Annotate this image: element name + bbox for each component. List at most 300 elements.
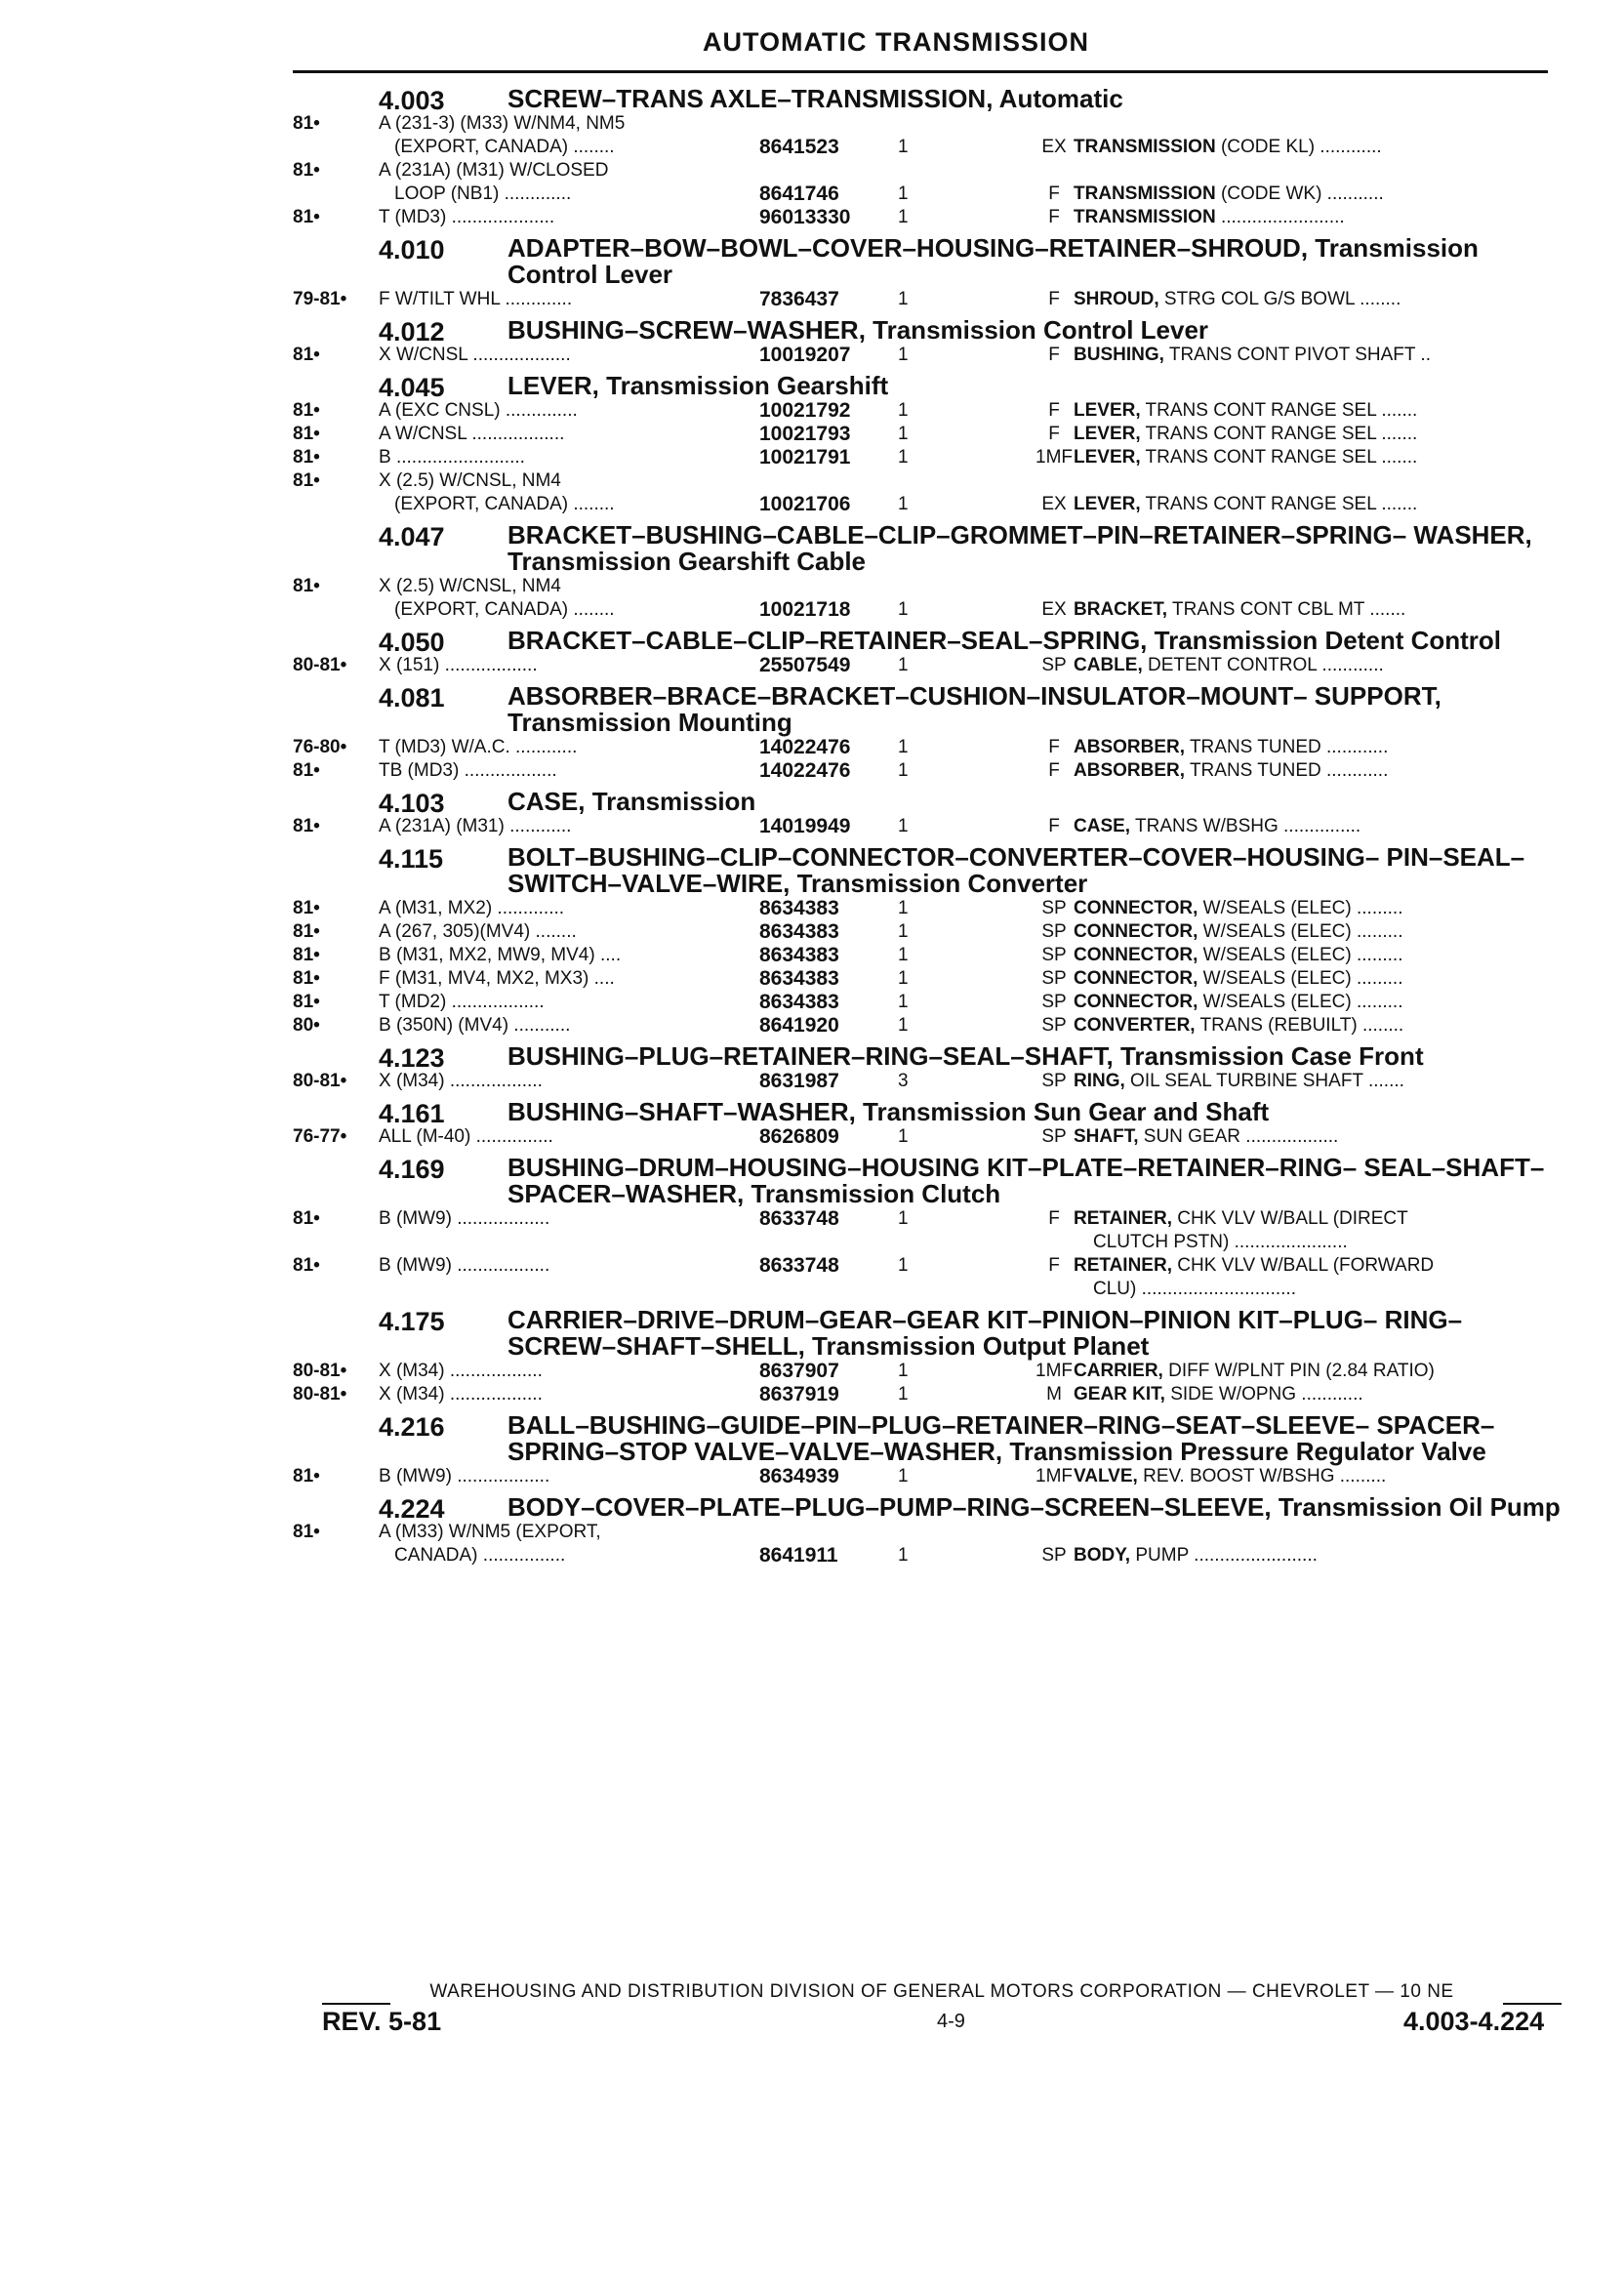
quantity: 1 [898, 1255, 909, 1276]
part-modifier: W/SEALS (ELEC) ......... [1198, 921, 1403, 942]
section-number: 4.115 [379, 844, 444, 874]
application-desc: F (M31, MV4, MX2, MX3) .... [379, 968, 615, 989]
model-years: 80-81• [293, 655, 347, 675]
part-noun: SHROUD, [1074, 289, 1159, 309]
application-desc: X (M34) .................. [379, 1384, 543, 1405]
part-number: 10019207 [759, 344, 851, 366]
part-modifier: ........................ [1215, 207, 1345, 227]
quantity: 1 [898, 345, 909, 365]
part-noun: CARRIER, [1074, 1361, 1163, 1381]
part-modifier: CHK VLV W/BALL (FORWARD [1171, 1255, 1435, 1276]
part-number: 8634383 [759, 897, 839, 919]
section-title [508, 787, 1562, 815]
model-years: 81• [293, 921, 320, 942]
section-number: 4.161 [379, 1099, 445, 1128]
part-noun: LEVER, [1074, 424, 1141, 444]
part-number: 8634383 [759, 991, 839, 1013]
model-years: 80-81• [293, 1384, 347, 1405]
model-years: 81• [293, 1522, 320, 1542]
page-number: 4-9 [937, 2011, 965, 2032]
section-heading [293, 1305, 1562, 1360]
part-row [293, 944, 1562, 967]
part-modifier: DETENT CONTROL ............ [1142, 655, 1384, 675]
quantity: 1 [898, 737, 909, 757]
part-row [293, 1465, 1562, 1488]
quantity: 1 [898, 447, 909, 468]
part-modifier-cont: CLU) .............................. [1093, 1279, 1296, 1299]
part-number: 8637907 [759, 1360, 839, 1382]
part-name [1074, 897, 1581, 920]
part-modifier: CHK VLV W/BALL (DIRECT [1171, 1208, 1408, 1229]
part-row [293, 1125, 1562, 1149]
part-modifier: SIDE W/OPNG ............ [1164, 1384, 1363, 1405]
part-name [1074, 991, 1581, 1014]
quantity: 1 [898, 1545, 909, 1566]
section-subject: Automatic [993, 84, 1123, 113]
section-components: BRACKET–BUSHING–CABLE–CLIP–GROMMET–PIN–RETAINER–SPRING– WASHER, [508, 520, 1532, 550]
part-number: 8631987 [759, 1070, 839, 1092]
part-noun: RETAINER, [1074, 1208, 1172, 1229]
part-modifier: TRANS CONT RANGE SEL ....... [1140, 424, 1418, 444]
part-modifier: W/SEALS (ELEC) ......... [1198, 898, 1403, 918]
section-components: ABSORBER–BRACE–BRACKET–CUSHION–INSULATOR–MOUNT– SUPPORT, [508, 681, 1441, 711]
model-years: 79-81• [293, 289, 347, 309]
section-heading [293, 520, 1562, 575]
quantity: 1 [898, 183, 909, 204]
application-desc: X W/CNSL ................... [379, 345, 571, 365]
source-code: F [1048, 400, 1060, 421]
part-modifier: OIL SEAL TURBINE SHAFT ....... [1124, 1071, 1404, 1091]
application-desc: B (350N) (MV4) ........... [379, 1015, 571, 1036]
revision-label: REV. 5-81 [322, 2007, 442, 2036]
section-subject: Transmission Output Planet [804, 1331, 1150, 1361]
parts-catalog [293, 80, 1562, 1568]
source-code: SP [1041, 1071, 1067, 1091]
part-name [1074, 1465, 1581, 1488]
source-code: F [1048, 183, 1060, 204]
section-title [508, 1041, 1562, 1070]
source-code: SP [1041, 1545, 1067, 1566]
section-title [508, 1097, 1562, 1125]
application-desc: X (151) .................. [379, 655, 538, 675]
section-heading [293, 84, 1562, 115]
section-components: CASE, [508, 787, 586, 816]
part-name [1074, 1207, 1581, 1231]
part-number: 10021792 [759, 399, 851, 422]
application-desc: B (MW9) .................. [379, 1255, 550, 1276]
part-modifier: STRG COL G/S BOWL ........ [1158, 289, 1401, 309]
part-noun: ABSORBER, [1074, 760, 1186, 781]
part-noun: CABLE, [1074, 655, 1143, 675]
section-title [508, 371, 1562, 399]
section-subject: Transmission Mounting [508, 708, 792, 737]
part-name [1074, 654, 1581, 677]
model-years: 81• [293, 1208, 320, 1229]
part-name [1074, 1254, 1581, 1278]
quantity: 1 [898, 992, 909, 1012]
part-noun: BODY, [1074, 1545, 1131, 1566]
part-number: 8626809 [759, 1125, 839, 1148]
section-heading [293, 1492, 1562, 1524]
part-modifier: W/SEALS (ELEC) ......... [1198, 945, 1403, 965]
part-number: 10021706 [759, 493, 851, 515]
part-modifier: SUN GEAR .................. [1138, 1126, 1339, 1147]
application-desc: X (2.5) W/CNSL, NM4 [379, 576, 561, 596]
application-desc: A W/CNSL .................. [379, 424, 565, 444]
section-components: BUSHING–SCREW–WASHER, [508, 315, 866, 345]
source-code: SP [1041, 992, 1067, 1012]
section-number: 4.224 [379, 1494, 445, 1524]
part-noun: BUSHING, [1074, 345, 1164, 365]
source-code: F [1048, 345, 1060, 365]
part-modifier: DIFF W/PLNT PIN (2.84 RATIO) [1162, 1361, 1435, 1381]
model-years: 81• [293, 207, 320, 227]
part-modifier: TRANS TUNED ............ [1185, 737, 1389, 757]
source-code: EX [1041, 599, 1067, 620]
section-number: 4.012 [379, 317, 445, 346]
part-modifier: TRANS CONT RANGE SEL ....... [1140, 447, 1418, 468]
part-number: 10021793 [759, 423, 851, 445]
part-modifier: TRANS CONT PIVOT SHAFT .. [1163, 345, 1431, 365]
footer-rule-right [1503, 2003, 1562, 2005]
source-code: SP [1041, 898, 1067, 918]
part-noun: CONNECTOR, [1074, 945, 1198, 965]
part-name [1074, 399, 1581, 423]
quantity: 1 [898, 898, 909, 918]
part-row [293, 920, 1562, 944]
section-subject: Transmission Case Front [1113, 1041, 1424, 1071]
section-components: SCREW–TRANS AXLE–TRANSMISSION, [508, 84, 994, 113]
footer-rule-left [322, 2003, 390, 2005]
part-name [1074, 288, 1581, 311]
part-row [293, 815, 1562, 838]
application-desc: X (M34) .................. [379, 1361, 543, 1381]
quantity: 1 [898, 655, 909, 675]
model-years: 81• [293, 470, 320, 491]
application-desc: A (231-3) (M33) W/NM4, NM5 [379, 113, 626, 134]
part-row [293, 654, 1562, 677]
model-years: 81• [293, 898, 320, 918]
part-modifier: W/SEALS (ELEC) ......... [1198, 968, 1403, 989]
part-modifier: TRANS CONT CBL MT ....... [1167, 599, 1406, 620]
model-years: 80• [293, 1015, 320, 1036]
part-number: 8633748 [759, 1254, 839, 1277]
part-row [293, 1014, 1562, 1038]
source-code: F [1048, 760, 1060, 781]
section-subject: Transmission Pressure Regulator Valve [1002, 1437, 1486, 1466]
part-number: 8641911 [759, 1544, 838, 1567]
source-code: 1MF [1035, 447, 1073, 468]
part-noun: CONNECTOR, [1074, 898, 1198, 918]
model-years: 81• [293, 1466, 320, 1486]
model-years: 81• [293, 424, 320, 444]
part-modifier: TRANS TUNED ............ [1185, 760, 1389, 781]
part-row [293, 1254, 1562, 1301]
part-row [293, 1521, 1562, 1568]
part-modifier: TRANS CONT RANGE SEL ....... [1140, 494, 1418, 514]
part-name [1074, 493, 1581, 516]
section-title [508, 1153, 1562, 1207]
model-years: 81• [293, 447, 320, 468]
part-name [1074, 136, 1581, 159]
part-number: 8634939 [759, 1465, 839, 1487]
part-name [1074, 759, 1581, 783]
source-code: EX [1041, 494, 1067, 514]
part-name [1074, 344, 1581, 367]
part-noun: VALVE, [1074, 1466, 1138, 1486]
quantity: 1 [898, 816, 909, 836]
part-name [1074, 967, 1581, 991]
application-desc: F W/TILT WHL ............. [379, 289, 573, 309]
quantity: 1 [898, 921, 909, 942]
application-desc-cont: (EXPORT, CANADA) ........ [394, 137, 615, 157]
part-noun: ABSORBER, [1074, 737, 1186, 757]
section-components: BUSHING–DRUM–HOUSING–HOUSING KIT–PLATE–RETAINER–RING– SEAL–SHAFT–SPACER–WASHER, [508, 1153, 1545, 1208]
model-years: 81• [293, 160, 320, 181]
source-code: SP [1041, 921, 1067, 942]
application-desc: B (MW9) .................. [379, 1208, 550, 1229]
section-title [508, 842, 1562, 897]
application-desc: B ......................... [379, 447, 525, 468]
part-number: 14022476 [759, 759, 851, 782]
part-name [1074, 1014, 1581, 1038]
model-years: 81• [293, 760, 320, 781]
source-code: M [1046, 1384, 1062, 1405]
model-years: 81• [293, 576, 320, 596]
part-row [293, 112, 1562, 159]
part-row [293, 446, 1562, 469]
section-title [508, 315, 1562, 344]
part-row [293, 991, 1562, 1014]
application-desc: A (231A) (M31) ............ [379, 816, 572, 836]
quantity: 1 [898, 945, 909, 965]
part-row [293, 288, 1562, 311]
section-title [508, 1492, 1562, 1521]
application-desc-cont: (EXPORT, CANADA) ........ [394, 494, 615, 514]
section-subject: Transmission Gearshift [598, 371, 889, 400]
part-number: 8633748 [759, 1207, 839, 1230]
part-row [293, 423, 1562, 446]
part-noun: SHAFT, [1074, 1126, 1139, 1147]
source-code: F [1048, 1208, 1060, 1229]
part-name [1074, 920, 1581, 944]
section-heading [293, 1097, 1562, 1128]
section-heading [293, 315, 1562, 344]
application-desc: TB (MD3) .................. [379, 760, 557, 781]
part-number: 10021718 [759, 598, 851, 621]
model-years: 76-77• [293, 1126, 347, 1147]
part-row [293, 206, 1562, 229]
part-row [293, 1207, 1562, 1254]
section-heading [293, 681, 1562, 736]
application-desc-cont: (EXPORT, CANADA) ........ [394, 599, 615, 620]
model-years: 81• [293, 816, 320, 836]
part-modifier-cont: CLUTCH PSTN) ...................... [1093, 1232, 1348, 1252]
section-components: BALL–BUSHING–GUIDE–PIN–PLUG–RETAINER–RING–SEAT–SLEEVE– SPACER–SPRING–STOP VALVE–VALVE–WASHER, [508, 1410, 1495, 1466]
section-title [508, 84, 1562, 112]
section-components: BRACKET–CABLE–CLIP–RETAINER–SEAL–SPRING, [508, 626, 1148, 655]
section-number: 4.216 [379, 1412, 445, 1442]
part-name [1074, 1070, 1581, 1093]
part-noun: CONVERTER, [1074, 1015, 1196, 1036]
part-row [293, 897, 1562, 920]
section-title [508, 1410, 1562, 1465]
part-name [1074, 1544, 1581, 1568]
section-title [508, 1305, 1562, 1360]
quantity: 1 [898, 968, 909, 989]
application-desc: A (267, 305)(MV4) ........ [379, 921, 577, 942]
part-noun: CONNECTOR, [1074, 992, 1198, 1012]
part-row [293, 399, 1562, 423]
section-heading [293, 1153, 1562, 1207]
quantity: 3 [898, 1071, 909, 1091]
section-components: CARRIER–DRIVE–DRUM–GEAR–GEAR KIT–PINION–PINION KIT–PLUG– RING–SCREW–SHAFT–SHELL, [508, 1305, 1463, 1361]
application-desc: ALL (M-40) ............... [379, 1126, 553, 1147]
part-noun: CASE, [1074, 816, 1131, 836]
part-name [1074, 446, 1581, 469]
model-years: 81• [293, 945, 320, 965]
section-heading [293, 1410, 1562, 1465]
part-number: 7836437 [759, 288, 839, 310]
source-code: F [1048, 737, 1060, 757]
quantity: 1 [898, 207, 909, 227]
model-years: 81• [293, 1255, 320, 1276]
application-desc-cont: CANADA) ................ [394, 1545, 566, 1566]
part-name [1074, 183, 1581, 206]
part-row [293, 759, 1562, 783]
section-number: 4.010 [379, 235, 445, 265]
application-desc: B (M31, MX2, MW9, MV4) .... [379, 945, 622, 965]
source-code: F [1048, 816, 1060, 836]
part-name [1074, 736, 1581, 759]
part-row [293, 159, 1562, 206]
section-number: 4.050 [379, 628, 445, 657]
section-heading [293, 626, 1562, 657]
source-code: SP [1041, 968, 1067, 989]
section-number: 4.047 [379, 522, 445, 551]
application-desc: A (M31, MX2) ............. [379, 898, 565, 918]
part-noun: GEAR KIT, [1074, 1384, 1165, 1405]
part-name [1074, 1383, 1581, 1406]
part-modifier: TRANS CONT RANGE SEL ....... [1140, 400, 1418, 421]
page-header [293, 23, 1548, 73]
section-number: 4.175 [379, 1307, 445, 1336]
section-subject: Transmission [585, 787, 756, 816]
section-title [508, 233, 1562, 288]
quantity: 1 [898, 289, 909, 309]
model-years: 81• [293, 992, 320, 1012]
section-heading [293, 787, 1562, 818]
source-code: F [1048, 207, 1060, 227]
quantity: 1 [898, 1208, 909, 1229]
part-number: 96013330 [759, 206, 851, 228]
part-number: 8634383 [759, 944, 839, 966]
section-title [508, 626, 1562, 654]
section-number: 4.045 [379, 373, 445, 402]
section-components: BODY–COVER–PLATE–PLUG–PUMP–RING–SCREEN–SLEEVE, [508, 1492, 1272, 1522]
section-subject: Transmission Control Lever [865, 315, 1209, 345]
section-subject: Transmission Detent Control [1147, 626, 1502, 655]
quantity: 1 [898, 599, 909, 620]
part-row [293, 967, 1562, 991]
part-number: 8641920 [759, 1014, 839, 1037]
application-desc: B (MW9) .................. [379, 1466, 550, 1486]
section-subject: Transmission Oil Pump [1271, 1492, 1561, 1522]
section-heading [293, 842, 1562, 897]
application-desc: T (MD3) .................... [379, 207, 555, 227]
part-noun: LEVER, [1074, 400, 1141, 421]
section-title [508, 520, 1562, 575]
part-modifier: (CODE KL) ............ [1215, 137, 1382, 157]
part-number: 8641746 [759, 183, 839, 205]
source-code: SP [1041, 1015, 1067, 1036]
quantity: 1 [898, 760, 909, 781]
application-desc: T (MD3) W/A.C. ............ [379, 737, 578, 757]
section-subject: Transmission Converter [790, 869, 1088, 898]
part-noun: RING, [1074, 1071, 1125, 1091]
application-desc: T (MD2) .................. [379, 992, 545, 1012]
source-code: 1MF [1035, 1466, 1073, 1486]
section-subject: Transmission Sun Gear and Shaft [855, 1097, 1270, 1126]
source-code: EX [1041, 137, 1067, 157]
source-code: SP [1041, 945, 1067, 965]
model-years: 81• [293, 345, 320, 365]
part-modifier: REV. BOOST W/BSHG ......... [1137, 1466, 1387, 1486]
model-years: 81• [293, 400, 320, 421]
section-number: 4.103 [379, 789, 445, 818]
part-name [1074, 206, 1581, 229]
quantity: 1 [898, 137, 909, 157]
section-number: 4.003 [379, 86, 445, 115]
section-heading [293, 233, 1562, 288]
part-number: 8634383 [759, 920, 839, 943]
part-noun: TRANSMISSION [1074, 137, 1216, 157]
source-code: SP [1041, 1126, 1067, 1147]
model-years: 81• [293, 113, 320, 134]
model-years: 80-81• [293, 1071, 347, 1091]
part-row [293, 344, 1562, 367]
source-code: SP [1041, 655, 1067, 675]
part-number: 8634383 [759, 967, 839, 990]
quantity: 1 [898, 1015, 909, 1036]
part-noun: CONNECTOR, [1074, 921, 1198, 942]
section-subject: Transmission Clutch [744, 1179, 1001, 1208]
section-subject: Transmission Control Lever [508, 233, 1479, 289]
source-code: F [1048, 289, 1060, 309]
model-years: 80-81• [293, 1361, 347, 1381]
section-components: BUSHING–SHAFT–WASHER, [508, 1097, 856, 1126]
section-heading [293, 1041, 1562, 1073]
part-noun: TRANSMISSION [1074, 207, 1216, 227]
part-noun: CONNECTOR, [1074, 968, 1198, 989]
part-modifier: (CODE WK) ........... [1215, 183, 1384, 204]
source-code: 1MF [1035, 1361, 1073, 1381]
part-number: 8641523 [759, 136, 839, 158]
part-number: 14019949 [759, 815, 851, 837]
part-name [1074, 1125, 1581, 1149]
part-row [293, 1360, 1562, 1383]
quantity: 1 [898, 1126, 909, 1147]
part-noun: LEVER, [1074, 494, 1141, 514]
quantity: 1 [898, 1361, 909, 1381]
section-range: 4.003-4.224 [1403, 2007, 1545, 2036]
application-desc-cont: LOOP (NB1) ............. [394, 183, 572, 204]
section-title [508, 681, 1562, 736]
section-components: BUSHING–PLUG–RETAINER–RING–SEAL–SHAFT, [508, 1041, 1114, 1071]
quantity: 1 [898, 1466, 909, 1486]
part-number: 14022476 [759, 736, 851, 758]
source-code: F [1048, 1255, 1060, 1276]
